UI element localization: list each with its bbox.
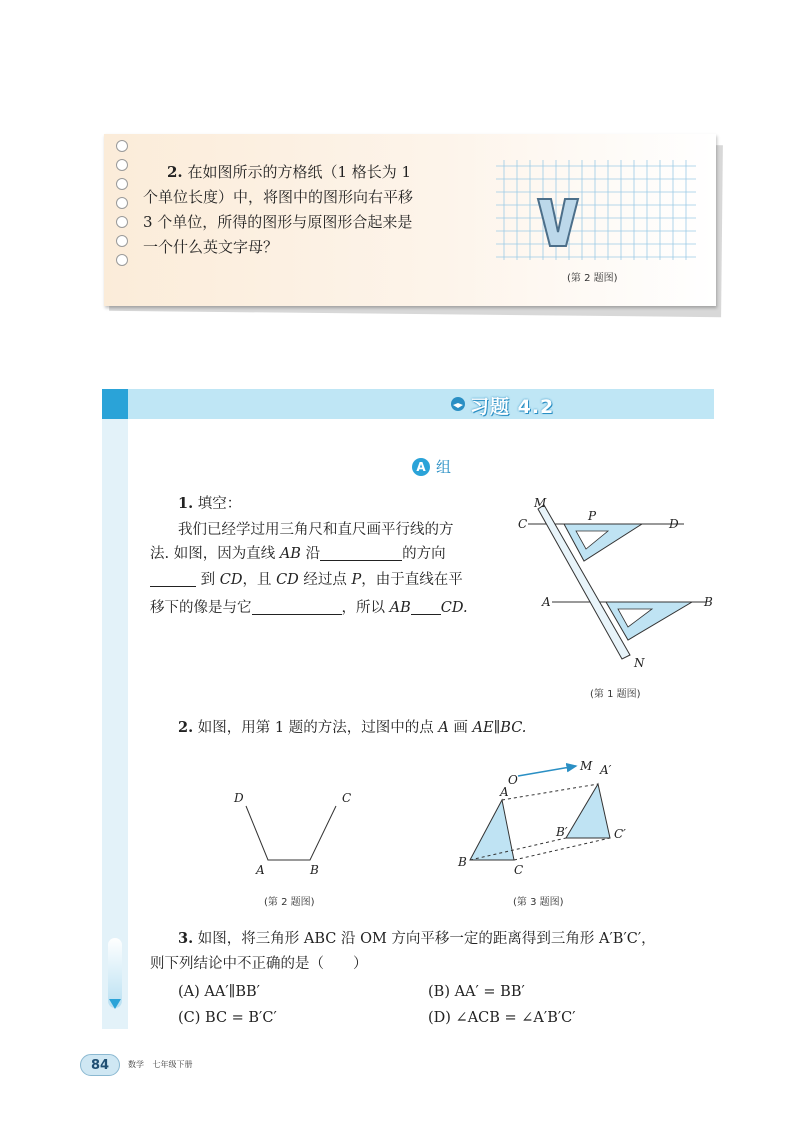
label-a-prime: A′ bbox=[600, 763, 612, 777]
answer-blank[interactable] bbox=[320, 545, 402, 561]
q3-line-2: 则下列结论中不正确的是（ ） bbox=[150, 956, 368, 972]
q1-text: ，且 bbox=[242, 572, 277, 588]
header-tab bbox=[102, 389, 128, 419]
q1-text: 到 bbox=[196, 572, 220, 588]
question-line: 个单位长度）中，将图中的图形向右平移 bbox=[143, 188, 414, 206]
ring-icon bbox=[116, 254, 128, 266]
option-a[interactable]: (A) AA′∥BB′ bbox=[178, 984, 260, 1000]
label-c: C bbox=[518, 517, 528, 531]
ring-icon bbox=[116, 197, 128, 209]
label-c: C bbox=[342, 791, 352, 805]
question-2 bbox=[178, 716, 526, 740]
figure-caption: (第 2 题图) bbox=[567, 273, 618, 284]
q1-text: 经过点 bbox=[298, 572, 352, 588]
ring-icon bbox=[116, 159, 128, 171]
q2-var: AE∥BC. bbox=[472, 720, 527, 736]
q1-text: 沿 bbox=[300, 546, 321, 562]
book-icon bbox=[450, 396, 466, 412]
option-b[interactable]: (B) AA′ = BB′ bbox=[428, 984, 525, 1000]
label-a: A bbox=[500, 785, 509, 799]
answer-blank[interactable] bbox=[252, 599, 342, 615]
figure-1 bbox=[512, 495, 722, 675]
q1-var: AB bbox=[389, 600, 411, 616]
label-m: M bbox=[580, 759, 593, 773]
label-b: B bbox=[704, 595, 713, 609]
practice-question-2 bbox=[143, 160, 473, 260]
triangle-a1b1c1 bbox=[566, 784, 610, 838]
ring-icon bbox=[116, 178, 128, 190]
label-o: O bbox=[508, 773, 518, 787]
triangle-ruler-bottom bbox=[606, 602, 692, 640]
group-label: 组 bbox=[436, 458, 452, 476]
polyline-dabc bbox=[246, 806, 336, 860]
q1-var: CD bbox=[219, 572, 243, 588]
figure-3 bbox=[452, 758, 642, 883]
label-p: P bbox=[588, 509, 597, 523]
q1-text: 移下的像是与它 bbox=[150, 600, 252, 616]
option-d[interactable]: (D) ∠ACB = ∠A′B′C′ bbox=[428, 1010, 576, 1026]
ring-icon bbox=[116, 140, 128, 152]
question-1-body bbox=[178, 518, 508, 542]
label-c: C bbox=[514, 863, 524, 877]
q1-text: ，由于直线在平 bbox=[361, 572, 463, 588]
group-heading bbox=[412, 456, 451, 477]
answer-blank[interactable] bbox=[411, 599, 441, 615]
label-c-prime: C′ bbox=[614, 827, 626, 841]
q1-var: CD. bbox=[440, 600, 468, 616]
ring-icon bbox=[116, 216, 128, 228]
q1-text: 法. 如图，因为直线 bbox=[150, 546, 280, 562]
exercise-header bbox=[102, 389, 714, 419]
question-label: 填空： bbox=[197, 496, 242, 512]
ring-icon bbox=[116, 235, 128, 247]
v-shape bbox=[538, 199, 578, 246]
label-b: B bbox=[310, 863, 319, 877]
figure-caption: (第 3 题图) bbox=[513, 897, 564, 908]
question-line: 3 个单位，所得的图形与原图形合起来是 bbox=[143, 213, 413, 231]
footer-book-title: 数学 七年级下册 bbox=[128, 1060, 193, 1069]
question-line: 一个什么英文字母？ bbox=[143, 238, 279, 256]
group-badge: A bbox=[412, 458, 430, 476]
figure-caption: (第 1 题图) bbox=[590, 689, 641, 700]
triangle-down-icon bbox=[108, 998, 122, 1010]
q1-var: CD bbox=[276, 572, 299, 588]
question-number: 3. bbox=[178, 930, 194, 947]
option-c[interactable]: (C) BC = B′C′ bbox=[178, 1010, 277, 1026]
q1-var: AB bbox=[279, 546, 301, 562]
triangle-ruler-top bbox=[564, 524, 642, 561]
q1-text: ，所以 bbox=[341, 600, 390, 616]
exercise-title: 习题 4.2 bbox=[470, 396, 555, 418]
label-m: M bbox=[534, 496, 547, 510]
question-3 bbox=[178, 927, 656, 951]
question-1 bbox=[178, 492, 508, 516]
label-a: A bbox=[256, 863, 265, 877]
grid-paper-figure bbox=[496, 160, 696, 260]
label-a: A bbox=[542, 595, 551, 609]
translation-arrow bbox=[518, 766, 576, 776]
q1-line-1: 我们已经学过用三角尺和直尺画平行线的方 bbox=[178, 522, 454, 538]
figure-2 bbox=[224, 782, 354, 882]
label-d: D bbox=[669, 517, 679, 531]
q2-var: A bbox=[438, 720, 449, 736]
q1-line-3 bbox=[150, 568, 510, 592]
q2-text: 画 bbox=[448, 720, 473, 736]
label-n: N bbox=[634, 656, 645, 670]
grid-lines bbox=[496, 160, 696, 260]
q3-line-1: 如图，将三角形 ABC 沿 OM 方向平移一定的距离得到三角形 A′B′C′， bbox=[197, 931, 656, 947]
question-number: 2. bbox=[167, 163, 183, 181]
q1-text: 的方向 bbox=[402, 546, 446, 562]
q1-line-2 bbox=[150, 542, 510, 566]
label-d: D bbox=[234, 791, 244, 805]
question-number: 1. bbox=[178, 495, 194, 512]
q1-line-4 bbox=[150, 596, 510, 620]
notebook-rings bbox=[116, 140, 130, 273]
question-number: 2. bbox=[178, 719, 194, 736]
page-number: 84 bbox=[80, 1054, 120, 1076]
figure-caption: (第 2 题图) bbox=[264, 897, 315, 908]
q2-text: 如图，用第 1 题的方法，过图中的点 bbox=[197, 720, 439, 736]
q1-var: P bbox=[351, 572, 362, 588]
label-b: B bbox=[458, 855, 467, 869]
answer-blank[interactable] bbox=[150, 571, 196, 587]
question-line: 在如图所示的方格纸（1 格长为 1 bbox=[187, 163, 412, 181]
label-b-prime: B′ bbox=[556, 825, 568, 839]
